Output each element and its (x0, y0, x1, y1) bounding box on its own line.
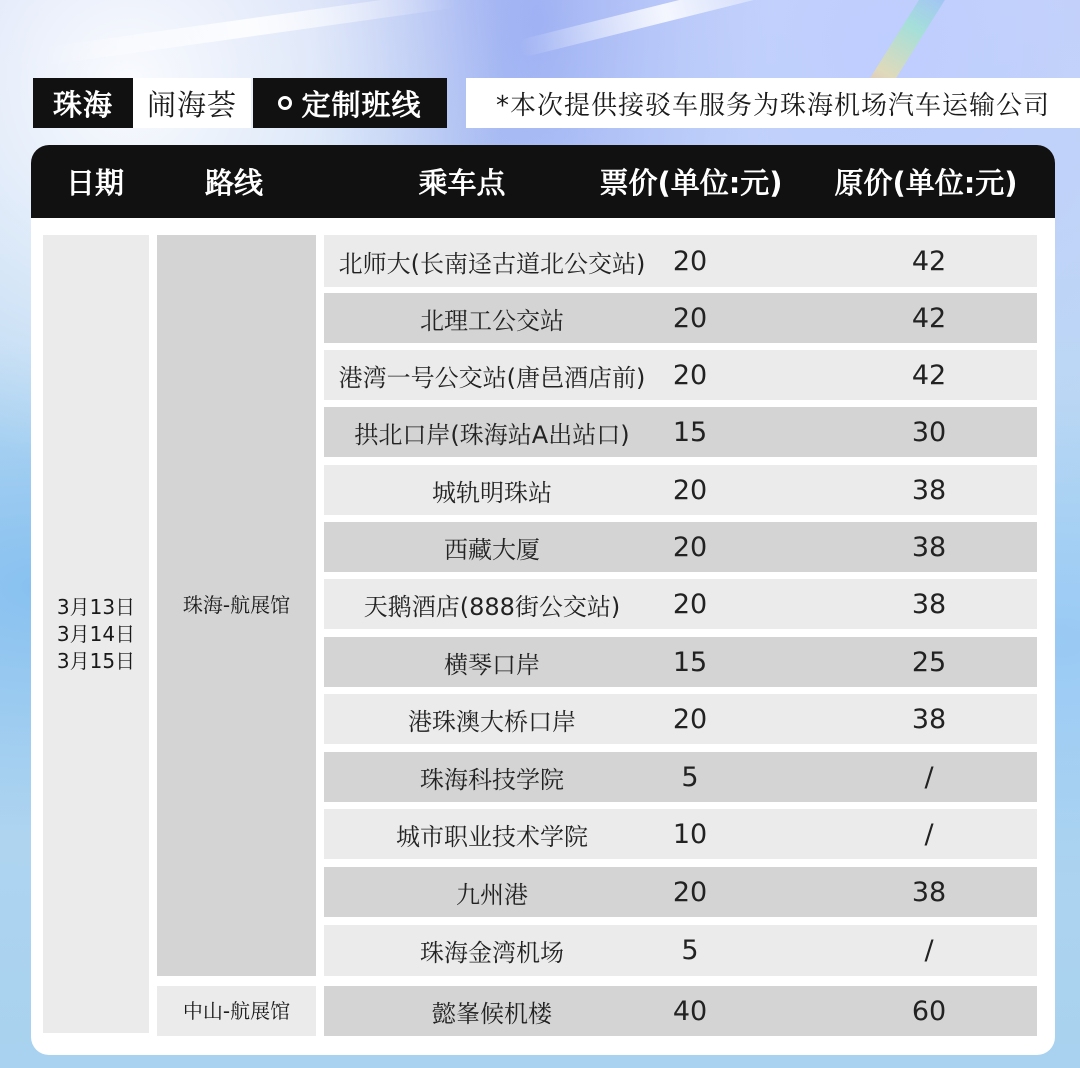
table-row (324, 925, 1037, 976)
price-cell: 20 (672, 703, 708, 735)
route-cell: 珠海-航展馆 (157, 235, 316, 976)
background-light-streak (39, 0, 457, 66)
stop-cell: 北师大(长南迳古道北公交站) (338, 249, 646, 278)
stop-cell: 西藏大厦 (444, 535, 540, 564)
date-line: 3月13日 (56, 594, 136, 619)
original-price-cell: 42 (911, 302, 947, 334)
stop-cell: 城市职业技术学院 (396, 822, 588, 851)
table-row (324, 407, 1037, 457)
table-row (324, 465, 1037, 515)
price-cell: 5 (681, 935, 699, 966)
table-row (324, 867, 1037, 917)
original-price-cell: 38 (911, 474, 947, 506)
date-line: 3月15日 (56, 648, 136, 673)
table-row (324, 986, 1037, 1036)
price-cell: 15 (672, 646, 708, 678)
original-price-cell: 25 (911, 646, 947, 678)
original-price-cell: 42 (911, 359, 947, 391)
header-date: 日期 (65, 166, 124, 200)
original-price-cell: / (924, 935, 934, 966)
table-row (324, 522, 1037, 572)
price-cell: 40 (672, 995, 708, 1027)
table-header (31, 145, 1055, 218)
table-row (324, 350, 1037, 400)
route-cell: 中山-航展馆 (157, 986, 316, 1036)
ring-icon (278, 96, 292, 110)
stop-cell: 珠海金湾机场 (420, 939, 564, 967)
table-row (324, 809, 1037, 859)
price-cell: 20 (672, 876, 708, 908)
route-type-tag: 定制班线 (253, 78, 447, 128)
original-price-cell: 38 (911, 703, 947, 735)
original-price-cell: 38 (911, 588, 947, 620)
price-cell: 20 (672, 588, 708, 620)
stop-cell: 天鹅酒店(888街公交站) (363, 592, 621, 621)
stop-cell: 横琴口岸 (444, 650, 540, 679)
original-price-cell: 42 (911, 245, 947, 277)
table-row (324, 694, 1037, 744)
original-price-cell: / (924, 818, 934, 850)
venue-tag: 闹海荟 (133, 78, 251, 128)
city-tag: 珠海 (33, 78, 133, 128)
stop-cell: 九州港 (456, 880, 528, 909)
stop-cell: 北理工公交站 (420, 306, 564, 335)
date-cell (43, 235, 149, 1033)
price-cell: 20 (672, 359, 708, 391)
original-price-cell: 38 (911, 531, 947, 563)
price-cell: 10 (672, 818, 708, 850)
original-price-cell: 38 (911, 876, 947, 908)
service-note: *本次提供接驳车服务为珠海机场汽车运输公司 (466, 78, 1080, 128)
price-cell: 20 (672, 245, 708, 277)
schedule-table (31, 145, 1055, 1055)
price-cell: 20 (672, 531, 708, 563)
header-stop: 乘车点 (418, 166, 506, 200)
header-price: 票价(单位:元) (599, 166, 783, 200)
price-cell: 20 (672, 474, 708, 506)
stop-cell: 珠海科技学院 (420, 765, 564, 794)
stop-cell: 城轨明珠站 (432, 478, 552, 507)
original-price-cell: / (924, 761, 934, 793)
original-price-cell: 60 (911, 995, 947, 1027)
table-row (324, 752, 1037, 802)
date-line: 3月14日 (56, 621, 136, 646)
stop-cell: 懿峯候机楼 (432, 999, 552, 1028)
table-row (324, 579, 1037, 629)
original-price-cell: 30 (911, 416, 947, 448)
table-row (324, 293, 1037, 343)
stop-cell: 拱北口岸(珠海站A出站口) (354, 420, 630, 449)
background-light-streak (518, 0, 813, 58)
table-row (324, 235, 1037, 287)
stop-cell: 港珠澳大桥口岸 (408, 707, 576, 736)
price-cell: 15 (672, 416, 708, 448)
table-row (324, 637, 1037, 687)
header-route: 路线 (204, 166, 263, 200)
price-cell: 20 (672, 302, 708, 334)
price-cell: 5 (681, 761, 699, 793)
stop-cell: 港湾一号公交站(唐邑酒店前) (338, 363, 646, 392)
header-original-price: 原价(单位:元) (834, 166, 1018, 200)
